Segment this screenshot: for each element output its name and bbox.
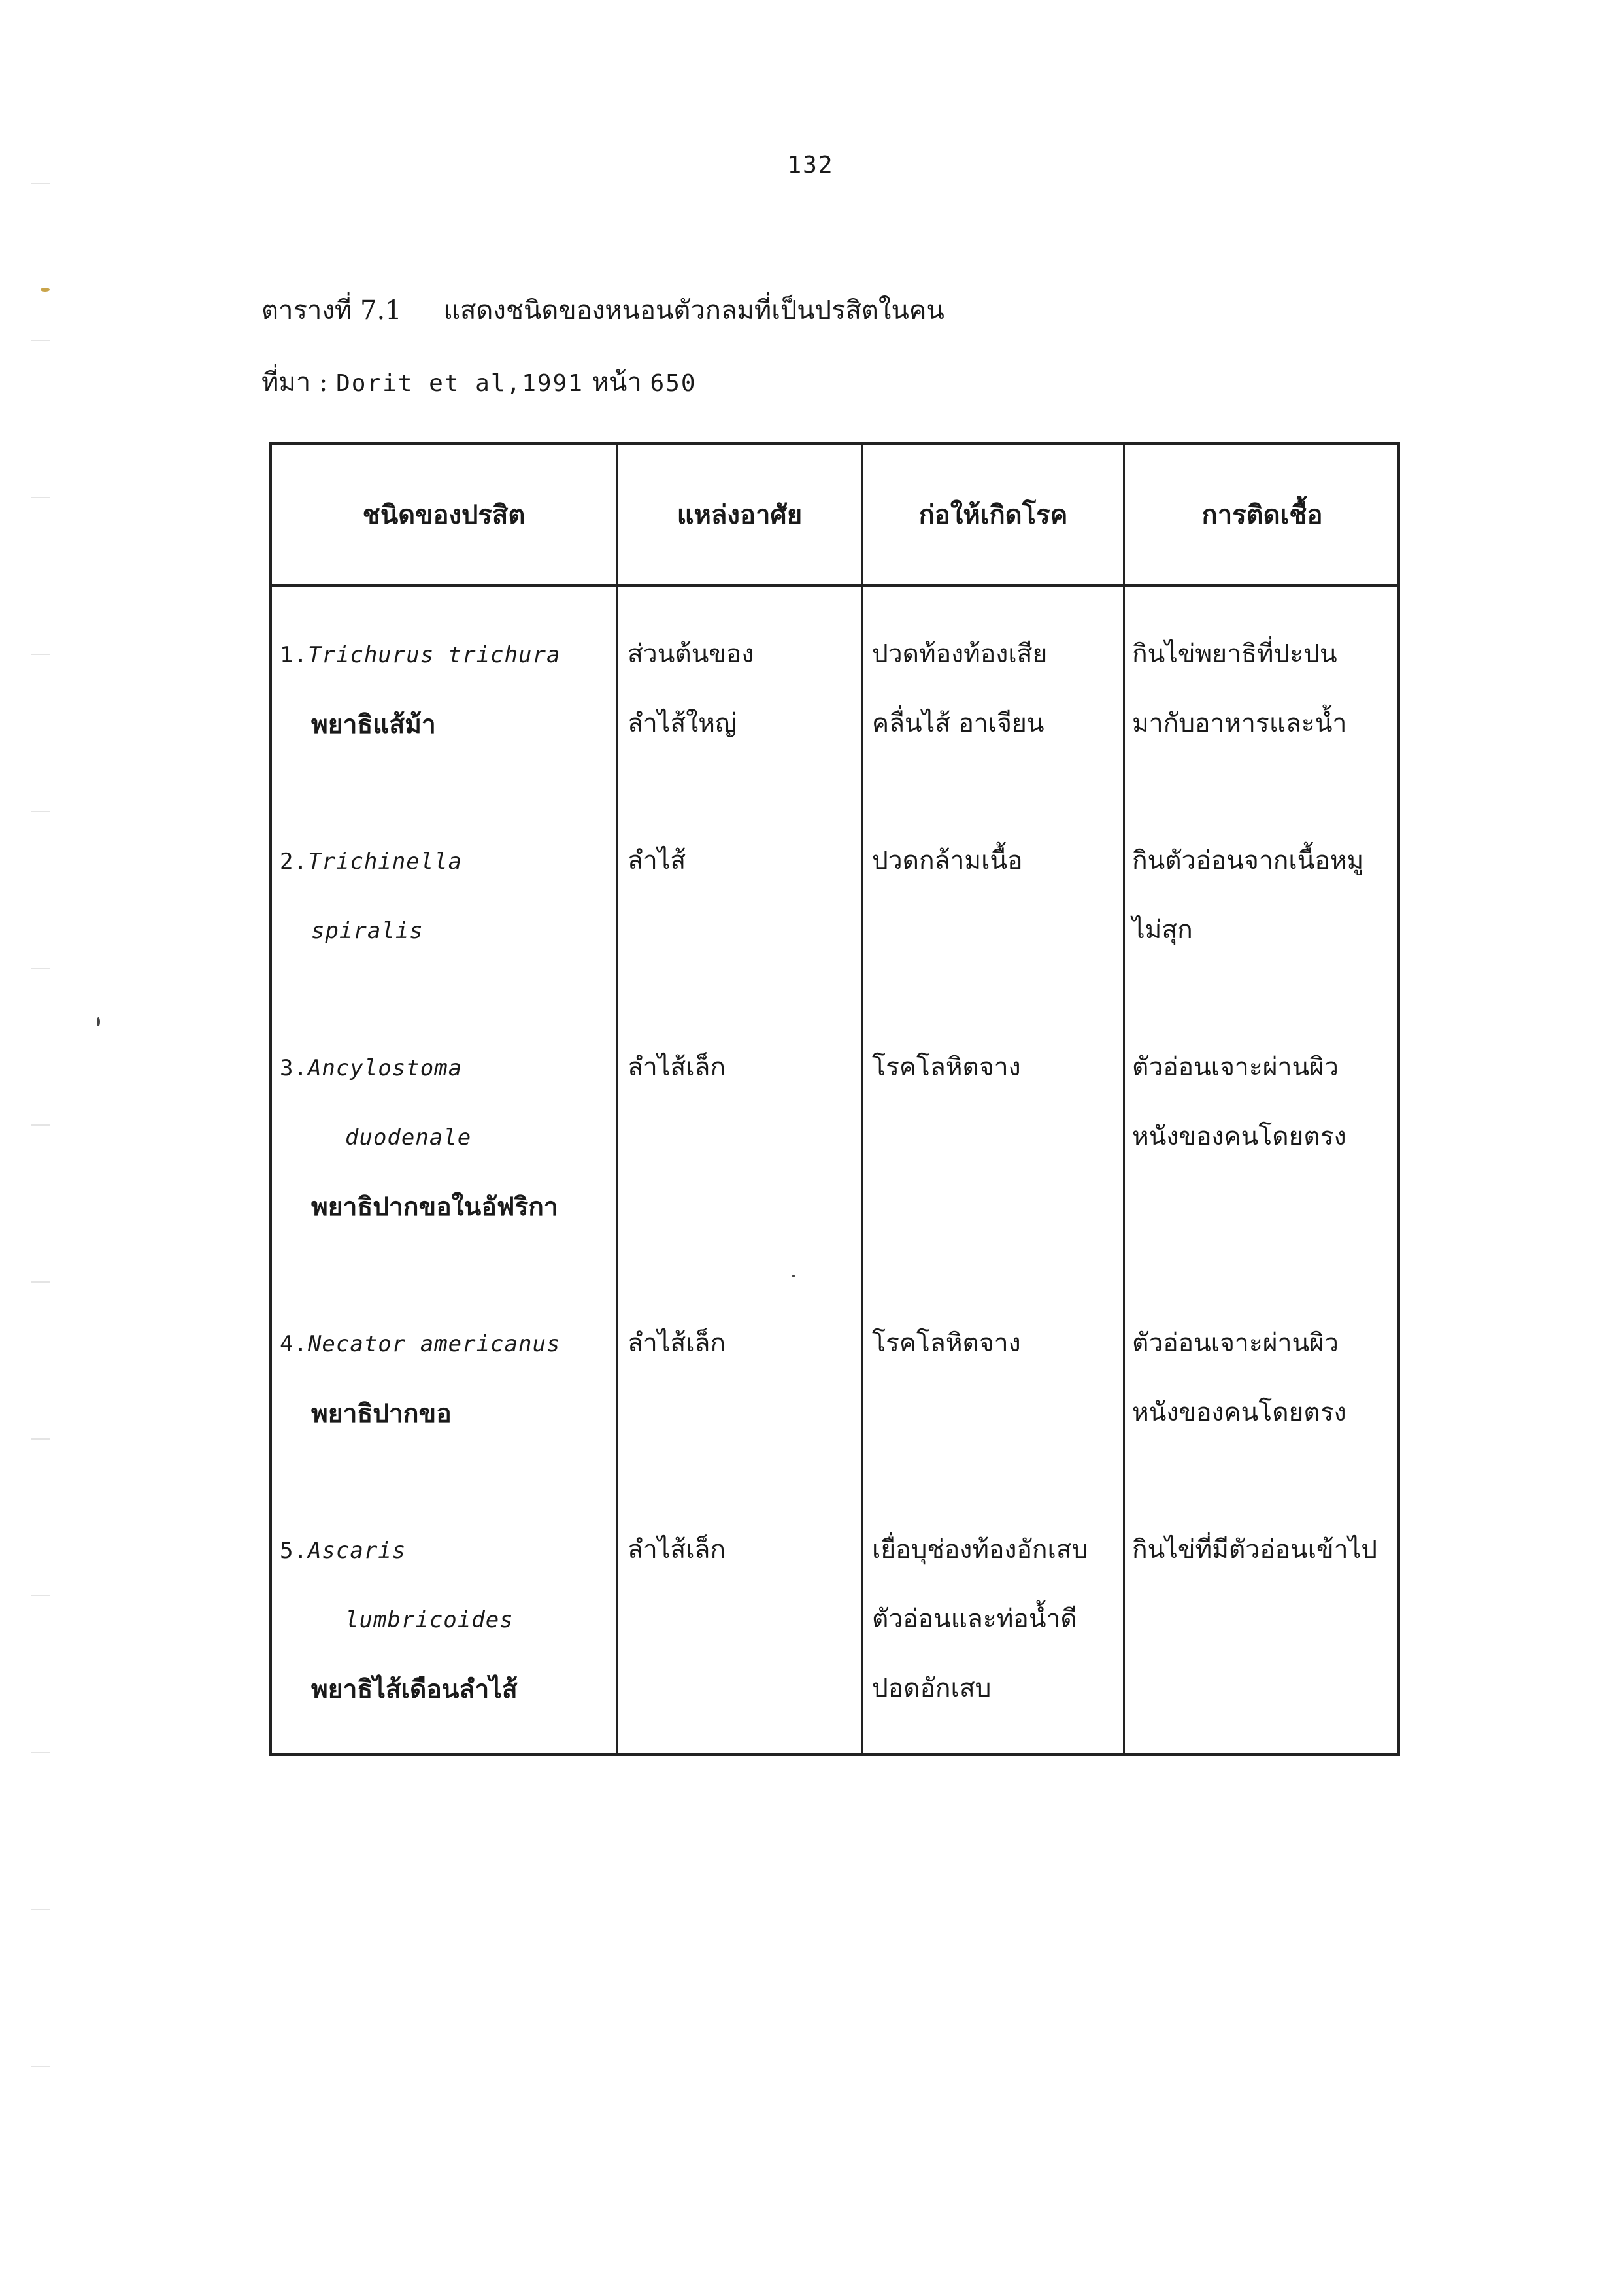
column-divider — [861, 445, 863, 1753]
habitat-line: ลำไส้เล็ก — [627, 1053, 726, 1082]
table-row-1-habitat — [627, 620, 754, 758]
scientific-name: Ancylostoma — [307, 1055, 463, 1081]
table-row-5-disease — [872, 1515, 1088, 1723]
table-caption — [261, 289, 944, 331]
habitat-line: ลำไส้เล็ก — [627, 1328, 726, 1358]
table-row-2-parasite — [280, 826, 462, 966]
habitat-line: ลำไส้ — [627, 846, 686, 875]
header-parasite-type: ชนิดของปรสิต — [362, 499, 526, 530]
table-row-1-parasite — [280, 620, 560, 759]
source-label: ที่มา : — [261, 367, 328, 397]
margin-mark — [31, 497, 50, 498]
disease-line: คลื่นไส้ อาเจียน — [872, 709, 1044, 738]
column-divider — [1123, 445, 1125, 1753]
table-row-4-infection — [1132, 1309, 1346, 1447]
scientific-name: Trichinella — [307, 849, 463, 875]
source-page: 650 — [650, 370, 697, 397]
infection-line: ไม่สุก — [1132, 915, 1193, 945]
scientific-name-continued: lumbricoides — [345, 1607, 514, 1633]
infection-line: มากับอาหารและน้ำ — [1132, 709, 1347, 738]
source-reference: Dorit et al,1991 — [336, 370, 584, 397]
margin-mark — [31, 1281, 50, 1283]
scan-speck — [41, 288, 50, 292]
row-number: 4. — [280, 1331, 308, 1357]
table-source — [261, 361, 697, 403]
table-row-3-parasite — [280, 1033, 558, 1241]
table-row-1-disease — [872, 620, 1047, 758]
margin-mark — [31, 1595, 50, 1596]
table-row-3-disease — [872, 1033, 1021, 1102]
infection-line: กินไข่ที่มีตัวอ่อนเข้าไป — [1132, 1535, 1377, 1564]
row-number: 1. — [280, 642, 308, 668]
thai-name: พยาธิปากขอในอัฟริกา — [311, 1192, 558, 1222]
disease-line: โรคโลหิตจาง — [872, 1328, 1021, 1358]
infection-line: ตัวอ่อนเจาะผ่านผิว — [1132, 1053, 1339, 1082]
table-row-3-habitat — [627, 1033, 726, 1102]
table-row-4-parasite — [280, 1309, 560, 1448]
disease-line: ปวดกล้ามเนื้อ — [872, 846, 1023, 875]
table-row-1-infection — [1132, 620, 1346, 758]
header-infection: การติดเชื้อ — [1201, 499, 1323, 530]
margin-mark — [31, 2066, 50, 2067]
thai-name: พยาธิไส้เดือนลำไส้ — [311, 1674, 518, 1704]
margin-mark — [31, 1124, 50, 1126]
table-row-5-parasite — [280, 1515, 518, 1724]
table-row-4-habitat — [627, 1309, 726, 1378]
scientific-name: Ascaris — [307, 1538, 407, 1564]
page-number: 132 — [787, 152, 834, 178]
disease-line: ปอดอักเสบ — [872, 1674, 992, 1703]
habitat-line: ส่วนต้นของ — [627, 639, 754, 669]
scientific-name-continued: duodenale — [345, 1124, 472, 1151]
margin-mark — [31, 1752, 50, 1753]
disease-line: เยื่อบุช่องท้องอักเสบ — [872, 1535, 1088, 1564]
parasite-table — [269, 442, 1400, 1756]
header-divider — [272, 584, 1397, 587]
margin-mark — [31, 183, 50, 184]
scan-speck — [97, 1017, 100, 1026]
header-disease: ก่อให้เกิดโรค — [918, 499, 1068, 530]
header-habitat: แหล่งอาศัย — [677, 499, 803, 530]
table-row-4-disease — [872, 1309, 1021, 1378]
thai-name: พยาธิปากขอ — [311, 1398, 452, 1428]
disease-line: ปวดท้องท้องเสีย — [872, 639, 1048, 669]
table-row-5-infection — [1132, 1515, 1377, 1585]
margin-mark — [31, 811, 50, 812]
infection-line: ตัวอ่อนเจาะผ่านผิว — [1132, 1328, 1339, 1358]
table-row-2-disease — [872, 826, 1023, 896]
habitat-line: ลำไส้ใหญ่ — [627, 709, 737, 738]
table-row-3-infection — [1132, 1033, 1346, 1172]
infection-line: หนังของคนโดยตรง — [1132, 1398, 1346, 1427]
habitat-line: ลำไส้เล็ก — [627, 1535, 726, 1564]
scientific-name-continued: spiralis — [311, 918, 424, 944]
disease-line: ตัวอ่อนและท่อน้ำดี — [872, 1604, 1077, 1634]
infection-line: กินตัวอ่อนจากเนื้อหมู — [1132, 846, 1364, 875]
margin-mark — [31, 968, 50, 969]
margin-mark — [31, 1438, 50, 1440]
margin-mark — [31, 1909, 50, 1910]
column-divider — [616, 445, 618, 1753]
table-row-2-habitat — [627, 826, 686, 896]
table-row-5-habitat — [627, 1515, 726, 1585]
table-label: ตารางที่ 7.1 — [261, 295, 402, 326]
row-number: 5. — [280, 1538, 308, 1564]
margin-mark — [31, 654, 50, 655]
scientific-name: Necator americanus — [307, 1331, 561, 1357]
thai-name: พยาธิแส้ม้า — [311, 709, 436, 739]
margin-mark — [31, 340, 50, 341]
table-row-2-infection — [1132, 826, 1363, 965]
row-number: 3. — [280, 1055, 308, 1081]
infection-line: หนังของคนโดยตรง — [1132, 1122, 1346, 1151]
source-page-label: หน้า — [592, 367, 642, 397]
table-title: แสดงชนิดของหนอนตัวกลมที่เป็นปรสิตในคน — [443, 295, 944, 326]
row-number: 2. — [280, 849, 308, 875]
disease-line: โรคโลหิตจาง — [872, 1053, 1021, 1082]
scientific-name: Trichurus trichura — [307, 642, 561, 668]
scan-speck — [792, 1275, 795, 1277]
infection-line: กินไข่พยาธิที่ปะปน — [1132, 639, 1337, 669]
